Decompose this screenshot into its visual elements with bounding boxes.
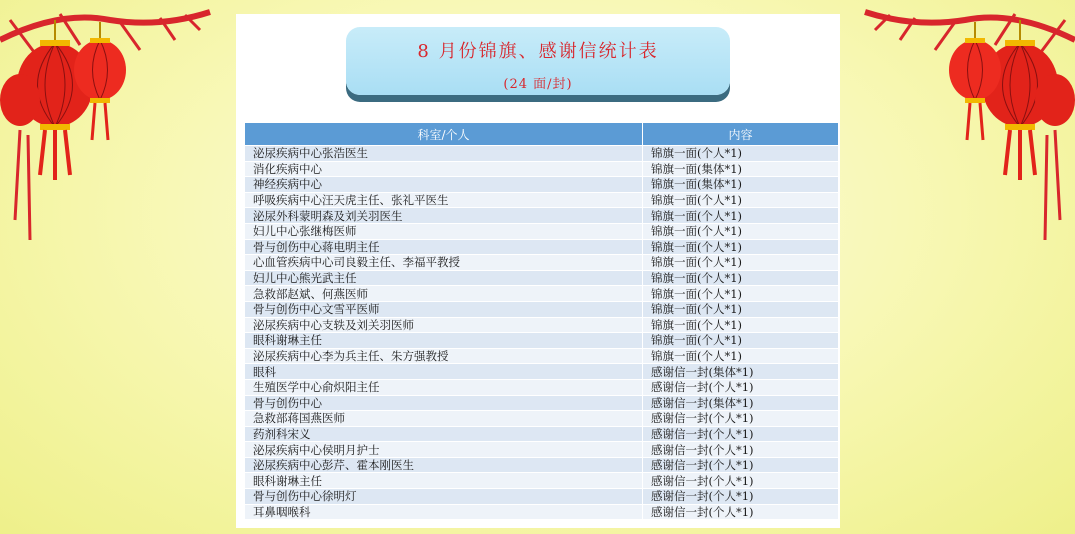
table-row: [245, 177, 839, 193]
cell-content: 锦旗一面(个人*1): [643, 223, 839, 239]
cell-department: 骨与创伤中心蒋电明主任: [245, 239, 643, 255]
table-row: [245, 348, 839, 364]
cell-content: 锦旗一面(个人*1): [643, 333, 839, 349]
cell-department: 生殖医学中心俞炽阳主任: [245, 379, 643, 395]
column-header-department: 科室/个人: [245, 123, 643, 146]
cell-department: 眼科: [245, 364, 643, 380]
cell-department: 骨与创伤中心: [245, 395, 643, 411]
cell-content: 锦旗一面(集体*1): [643, 177, 839, 193]
cell-content: 锦旗一面(个人*1): [643, 146, 839, 162]
lantern-left-icon: [0, 0, 215, 250]
cell-content: 感谢信一封(个人*1): [643, 457, 839, 473]
cell-content: 感谢信一封(个人*1): [643, 473, 839, 489]
table-row: [245, 223, 839, 239]
table-row: [245, 504, 839, 520]
page-title: 8 月份锦旗、感谢信统计表: [417, 41, 659, 62]
table-row: [245, 426, 839, 442]
cell-content: 感谢信一封(个人*1): [643, 411, 839, 427]
cell-content: 锦旗一面(个人*1): [643, 255, 839, 271]
table-row: [245, 286, 839, 302]
cell-content: 锦旗一面(个人*1): [643, 270, 839, 286]
table-row: [245, 317, 839, 333]
table-row: [245, 411, 839, 427]
table-row: [245, 364, 839, 380]
cell-content: 锦旗一面(个人*1): [643, 301, 839, 317]
cell-content: 感谢信一封(个人*1): [643, 442, 839, 458]
cell-content: 锦旗一面(个人*1): [643, 317, 839, 333]
cell-content: 锦旗一面(个人*1): [643, 192, 839, 208]
cell-department: 药剂科宋义: [245, 426, 643, 442]
cell-department: 泌尿疾病中心侯明月护士: [245, 442, 643, 458]
cell-content: 感谢信一封(个人*1): [643, 489, 839, 505]
cell-content: 锦旗一面(个人*1): [643, 239, 839, 255]
cell-content: 感谢信一封(个人*1): [643, 426, 839, 442]
column-header-content: 内容: [643, 123, 839, 146]
cell-content: 锦旗一面(集体*1): [643, 161, 839, 177]
cell-department: 呼吸疾病中心汪天虎主任、张礼平医生: [245, 192, 643, 208]
cell-content: 感谢信一封(集体*1): [643, 364, 839, 380]
cell-department: 急救部赵斌、何燕医师: [245, 286, 643, 302]
cell-content: 锦旗一面(个人*1): [643, 348, 839, 364]
stats-table: [244, 122, 839, 520]
cell-content: 感谢信一封(个人*1): [643, 504, 839, 520]
cell-content: 感谢信一封(个人*1): [643, 379, 839, 395]
table-row: [245, 146, 839, 162]
cell-department: 泌尿外科蒙明森及刘关羽医生: [245, 208, 643, 224]
cell-department: 眼科谢琳主任: [245, 473, 643, 489]
cell-department: 消化疾病中心: [245, 161, 643, 177]
cell-department: 急救部蒋国燕医师: [245, 411, 643, 427]
table-row: [245, 457, 839, 473]
cell-department: 妇儿中心张继梅医师: [245, 223, 643, 239]
table-row: [245, 489, 839, 505]
cell-department: 心血管疾病中心司良毅主任、李福平教授: [245, 255, 643, 271]
table-row: [245, 161, 839, 177]
lantern-right-icon: [860, 0, 1075, 250]
table-row: [245, 208, 839, 224]
cell-department: 泌尿疾病中心张浩医生: [245, 146, 643, 162]
table-row: [245, 379, 839, 395]
table-header-row: [245, 123, 839, 146]
page-subtitle: (24 面/封): [503, 77, 573, 92]
cell-department: 泌尿疾病中心李为兵主任、朱方强教授: [245, 348, 643, 364]
cell-department: 泌尿疾病中心彭芹、霍本刚医生: [245, 457, 643, 473]
cell-content: 锦旗一面(个人*1): [643, 208, 839, 224]
title-banner: [346, 27, 730, 95]
cell-department: 眼科谢琳主任: [245, 333, 643, 349]
table-row: [245, 442, 839, 458]
cell-department: 骨与创伤中心徐明灯: [245, 489, 643, 505]
table-row: [245, 333, 839, 349]
cell-content: 感谢信一封(集体*1): [643, 395, 839, 411]
cell-department: 妇儿中心熊光武主任: [245, 270, 643, 286]
table-row: [245, 192, 839, 208]
cell-department: 神经疾病中心: [245, 177, 643, 193]
cell-department: 耳鼻咽喉科: [245, 504, 643, 520]
table-row: [245, 395, 839, 411]
cell-department: 骨与创伤中心文雪平医师: [245, 301, 643, 317]
cell-department: 泌尿疾病中心支轶及刘关羽医师: [245, 317, 643, 333]
table-row: [245, 239, 839, 255]
table-row: [245, 270, 839, 286]
cell-content: 锦旗一面(个人*1): [643, 286, 839, 302]
table-row: [245, 473, 839, 489]
table-row: [245, 255, 839, 271]
table-row: [245, 301, 839, 317]
